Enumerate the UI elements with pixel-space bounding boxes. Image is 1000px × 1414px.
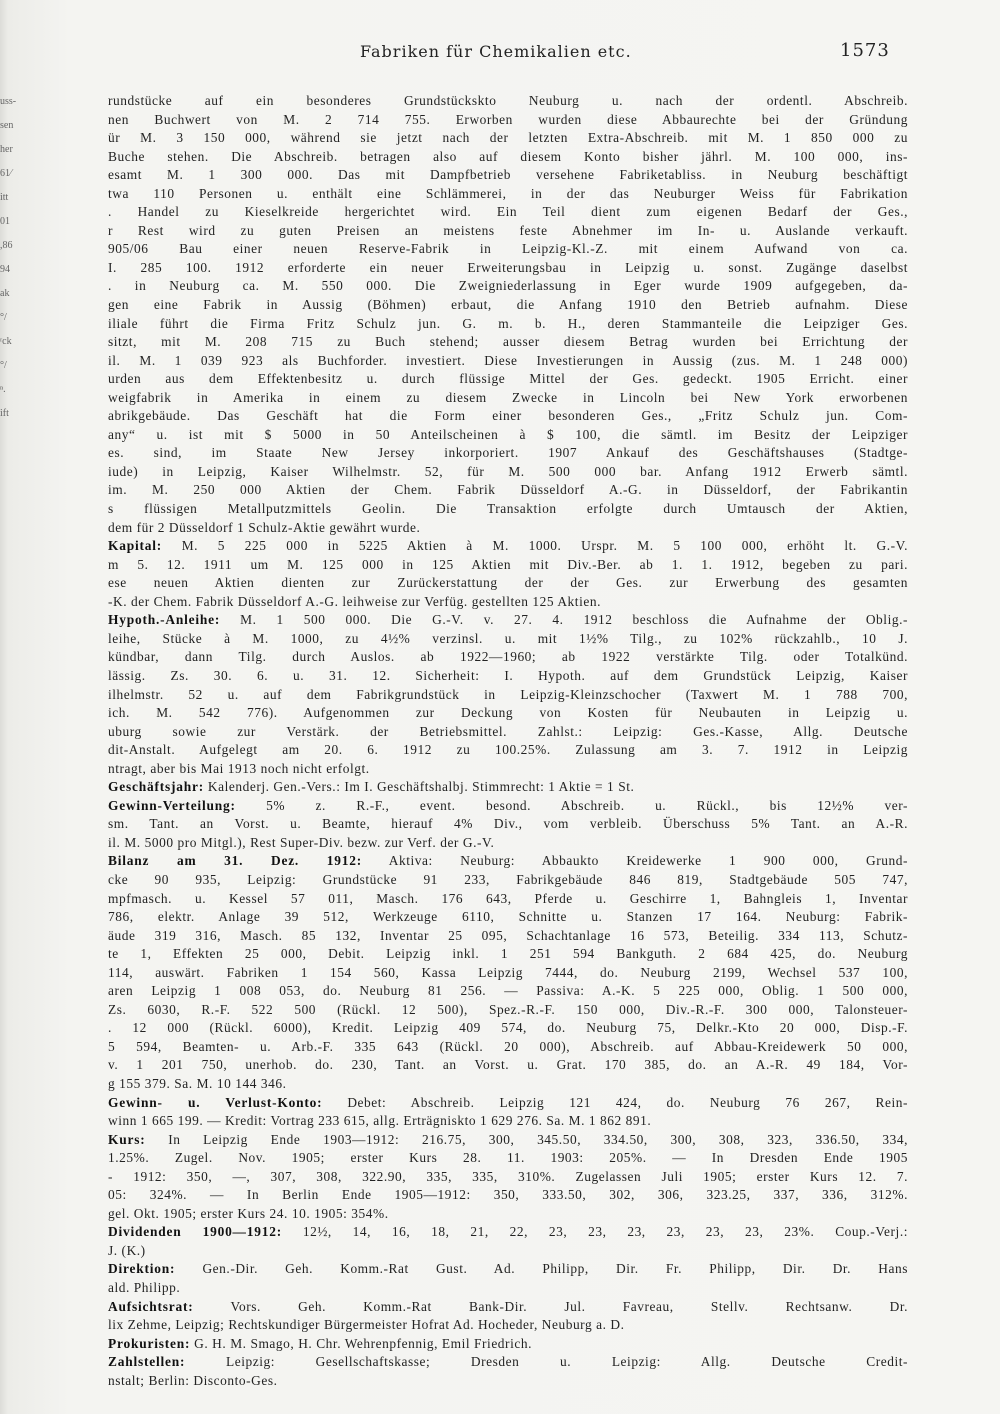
paragraph — [108, 537, 908, 611]
paragraph — [108, 1298, 908, 1335]
text-line — [108, 1353, 908, 1372]
margin-fragment: ⁿ. — [0, 384, 6, 395]
margin-fragment: °/ — [0, 312, 7, 323]
paragraph — [108, 852, 908, 1093]
margin-fragment: her — [0, 144, 13, 155]
text-line — [108, 852, 908, 871]
text-line: 114, auswärt. Fabriken 1 154 560, Kassa Leipzig 7444, do. Neuburg 2199, Wechsel 537 100, — [108, 964, 908, 980]
text-line — [108, 1131, 908, 1150]
text-line — [108, 778, 908, 797]
paragraph — [108, 778, 908, 797]
paragraph — [108, 611, 908, 778]
text-line: ich. M. 542 776). Aufgenommen zur Deckung von Kosten für Neubauten in Leipzig u. — [108, 705, 908, 721]
line-content: Aktiva: Neuburg: Abbaukto Kreidewerke 1 900 000, Grund- — [362, 853, 908, 869]
text-line: lässig. Zs. 30. 6. u. 31. 12. Sicherheit: I. Hypoth. auf dem Grundstück Leipzig, Kaiser — [108, 667, 908, 683]
text-line: v. 1 201 750, unerhob. do. 230, Tant. an Vorst. u. Grat. 170 385, do. an A.-R. 49 184, Vor- — [108, 1057, 908, 1073]
text-line: te 1, Effekten 25 000, Debit. Leipzig inkl. 1 251 594 Bankguth. 2 684 425, do. Neuburg — [108, 946, 908, 962]
text-line: gen eine Fabrik in Aussig (Böhmen) erbaut, die Anfang 1910 den Betrieb aufnahm. Diese — [108, 297, 908, 313]
margin-fragment: ʳck — [0, 336, 12, 347]
text-line: sm. Tant. an Vorst. u. Beamte, hierauf 4% Div., vom verbleib. Überschuss 5% Tant. an A.-R. — [108, 816, 908, 832]
text-line: . Handel zu Kieselkreide hergerichtet wird. Ein Teil dient zum eigenen Bedarf der Ges., — [108, 204, 908, 220]
text-line: s flüssigen Metallputzmittels Geolin. Die Transaktion erfolgte durch Umtausch der Aktien, — [108, 501, 908, 517]
text-line: m 5. 12. 1911 um M. 125 000 in 125 Aktien mit Div.-Ber. ab 1. 1. 1912, begeben zu pari. — [108, 556, 908, 572]
left-margin-bleed-through — [0, 90, 28, 750]
paragraph — [108, 1353, 908, 1390]
line-content: Vors. Geh. Komm.-Rat Bank-Dir. Jul. Favreau, Stellv. Rechtsanw. Dr. — [193, 1298, 908, 1314]
text-line: winn 1 665 199. — Kredit: Vortrag 233 615, allg. Erträgniskto 1 629 276. Sa. M. 1 862 891. — [108, 1113, 652, 1129]
text-line: rundstücke auf ein besonderes Grundstückskto Neuburg u. nach der ordentl. Abschreib. — [108, 93, 908, 108]
text-line: dem für 2 Düsseldorf 1 Schulz-Aktie gewährt wurde. — [108, 519, 421, 535]
text-line: . 12 000 (Rückl. 6000), Kredit. Leipzig 409 574, do. Neuburg 75, Delkr.-Kto 20 000, Disp.-F. — [108, 1020, 908, 1036]
section-label: Zahlstellen: — [108, 1354, 186, 1370]
text-line: Zs. 6030, R.-F. 522 500 (Rückl. 12 500), Spez.-R.-F. 150 000, Div.-R.-F. 300 000, Talonsteuer- — [108, 1001, 908, 1017]
text-line: twa 110 Personen u. enthält eine Schlämmerei, in der das Neuburger Weiss für Fabrikation — [108, 185, 908, 201]
text-line — [108, 797, 908, 816]
text-line: ür M. 3 150 000, während sie jetzt nach der letzten Extra-Abschreib. mit M. 1 850 000 zu — [108, 130, 908, 146]
text-line: g 155 379. Sa. M. 10 144 346. — [108, 1075, 287, 1091]
margin-fragment: ift — [0, 408, 9, 419]
margin-fragment: itt — [0, 192, 9, 203]
text-line: 1.25%. Zugel. Nov. 1905; erster Kurs 28. 11. 1903: 205%. — In Dresden Ende 1905 — [108, 1150, 908, 1166]
text-line: uburg sowie zur Verstärk. der Betriebsmittel. Zahlst.: Leipzig: Ges.-Kasse, Allg. Deutsche — [108, 723, 908, 739]
line-content: In Leipzig Ende 1903—1912: 216.75, 300, 345.50, 334.50, 300, 308, 323, 336.50, 334, — [145, 1131, 908, 1147]
text-line: . in Neuburg ca. M. 550 000. Die Zweigniederlassung in Eger wurde 1909 aufgegeben, da- — [108, 278, 908, 294]
text-line: 786, elektr. Anlage 39 512, Werkzeuge 6110, Schnitte u. Stanzen 17 164. Neuburg: Fabrik- — [108, 909, 908, 925]
text-line: esamt M. 1 300 000. Das mit Dampfbetrieb versehene Fabriketabliss. in Neuburg beschäftigt — [108, 167, 908, 183]
text-line: äude 319 316, Masch. 85 132, Inventar 25 095, Schachtanlage 16 573, Beteilig. 334 113, Schutz- — [108, 927, 908, 943]
margin-fragment: ak — [0, 288, 10, 299]
text-line: 05: 324%. — In Berlin Ende 1905—1912: 350, 333.50, 302, 306, 323.25, 337, 336, 312%. — [108, 1187, 908, 1203]
text-line: im. M. 250 000 Aktien der Chem. Fabrik Düsseldorf A.-G. in Düsseldorf, der Fabrikantin — [108, 482, 908, 498]
line-content: 12½, 14, 16, 18, 21, 22, 23, 23, 23, 23, 23, 23, 23%. Coup.-Verj.: — [282, 1224, 908, 1240]
paragraph — [108, 1335, 908, 1354]
text-line: I. 285 100. 1912 erforderte ein neuer Erweiterungsbau in Leipzig u. sonst. Zugänge daselbst — [108, 259, 908, 275]
text-line: r Rest wird zu guten Preisen an meistens feste Abnehmer im In- u. Auslande verkauft. — [108, 222, 908, 238]
paragraph — [108, 92, 908, 537]
section-label: Gewinn- u. Verlust-Konto: — [108, 1094, 323, 1110]
text-line — [108, 1335, 908, 1354]
margin-fragment: 61⁄ — [0, 168, 12, 179]
section-label: Kurs: — [108, 1131, 146, 1147]
text-line: nstalt; Berlin: Disconto-Ges. — [108, 1372, 278, 1388]
text-line: ese neuen Aktien dienten zur Zurückerstattung der der Ges. zur Erwerbung des gesamten — [108, 575, 908, 591]
text-line — [108, 1223, 908, 1242]
text-line: mpfmasch. u. Kessel 57 011, Masch. 176 643, Pferde u. Geschirre 1, Bahngleis 1, Inventar — [108, 890, 908, 906]
section-label: Hypoth.-Anleihe: — [108, 612, 221, 628]
text-line: lix Zehme, Leipzig; Rechtskundiger Bürgermeister Hofrat Ad. Hocheder, Neuburg a. D. — [108, 1317, 625, 1333]
margin-fragment: ,86 — [0, 240, 13, 251]
text-line: aren Leipzig 1 008 053, do. Neuburg 81 256. — Passiva: A.-K. 5 225 000, Oblig. 1 500 000, — [108, 983, 908, 999]
section-label: Aufsichtsrat: — [108, 1298, 194, 1314]
running-header-title: Fabriken für Chemikalien etc. — [360, 42, 632, 61]
line-content: M. 1 500 000. Die G.-V. v. 27. 4. 1912 beschloss die Aufnahme der Oblig.- — [220, 612, 908, 628]
text-line — [108, 1260, 908, 1279]
text-line: leihe, Stücke à M. 1000, zu 4½% verzinsl. u. mit 1½% Tilg., zu 102% rückzahlb., 10 J. — [108, 630, 908, 646]
paragraph — [108, 1094, 908, 1131]
text-line: 5 594, Beamten- u. Arb.-F. 335 643 (Rückl. 20 000), Abschreib. auf Abbau-Kreidewerk 50 000, — [108, 1038, 908, 1054]
section-label: Dividenden 1900—1912: — [108, 1224, 282, 1240]
text-line: 905/06 Bau einer neuen Reserve-Fabrik in Leipzig-Kl.-Z. mit einem Aufwand von ca. — [108, 241, 908, 257]
text-line: -K. der Chem. Fabrik Düsseldorf A.-G. leihweise zur Verfüg. gestellten 125 Aktien. — [108, 593, 601, 609]
text-line: ntragt, aber bis Mai 1913 noch nicht erfolgt. — [108, 760, 370, 776]
line-content: M. 5 225 000 in 5225 Aktien à M. 1000. Urspr. M. 5 100 000, erhöht lt. G.-V. — [162, 538, 908, 554]
text-line: cke 90 935, Leipzig: Grundstücke 91 233, Fabrikgebäude 846 819, Stadtgebäude 505 747, — [108, 871, 908, 887]
text-line: any“ u. ist mit $ 5000 in 50 Anteilscheinen à $ 100, die sämtl. im Besitz der Leipziger — [108, 426, 908, 442]
text-line: il. M. 5000 pro Mitgl.), Rest Super-Div. bezw. zur Verf. der G.-V. — [108, 834, 495, 850]
section-label: Gewinn-Verteilung: — [108, 797, 236, 813]
paragraph — [108, 1223, 908, 1260]
text-line — [108, 537, 908, 556]
line-content: Gen.-Dir. Geh. Komm.-Rat Gust. Ad. Philipp, Dir. Fr. Philipp, Dir. Dr. Hans — [175, 1261, 908, 1277]
margin-fragment: °/ — [0, 360, 7, 371]
section-label: Direktion: — [108, 1261, 176, 1277]
section-label: Kapital: — [108, 538, 163, 554]
margin-fragment: 94 — [0, 264, 10, 275]
text-line: dit-Anstalt. Aufgelegt am 20. 6. 1912 zu 100.25%. Zulassung am 3. 7. 1912 in Leipzig — [108, 742, 908, 758]
text-line: urden aus dem Effektenbesitz u. durch flüssige Mittel der Ges. gedeckt. 1905 Erricht. einer — [108, 371, 908, 387]
text-line: gel. Okt. 1905; erster Kurs 24. 10. 1905: 354%. — [108, 1205, 389, 1221]
line-content: 5% z. R.-F., event. besond. Abschreib. u. Rückl., bis 12½% ver- — [235, 797, 908, 813]
text-line: kündbar, dann Tilg. durch Auslos. ab 1922—1960; ab 1922 verstärkte Tilg. oder Totalkünd. — [108, 649, 908, 665]
text-line: weigfabrik in Amerika in einem zu diesem Zwecke in Lincoln bei New York erworbenen — [108, 389, 908, 405]
text-line — [108, 1094, 908, 1113]
line-content: Leipzig: Gesellschaftskasse; Dresden u. Leipzig: Allg. Deutsche Credit- — [185, 1354, 908, 1370]
company-report-text — [108, 92, 908, 1390]
paragraph — [108, 1131, 908, 1224]
section-label: Bilanz am 31. Dez. 1912: — [108, 853, 363, 869]
text-line: J. (K.) — [108, 1242, 146, 1258]
line-content: G. H. M. Smago, H. Chr. Wehrenpfennig, Emil Friedrich. — [190, 1335, 532, 1351]
text-line — [108, 611, 908, 630]
section-label: Geschäftsjahr: — [108, 779, 204, 795]
line-content: Debet: Abschreib. Leipzig 121 424, do. Neuburg 76 267, Rein- — [322, 1094, 908, 1110]
paragraph — [108, 797, 908, 853]
text-line: nen Buchwert von M. 2 714 755. Erworben wurden diese Abbaurechte bei der Gründung — [108, 111, 908, 127]
text-line: ald. Philipp. — [108, 1280, 181, 1295]
text-line — [108, 1298, 908, 1317]
text-line: es. sind, im Staate New Jersey inkorporiert. 1907 Ankauf des Geschäftshauses (Stadtge- — [108, 445, 908, 461]
text-line: iude) in Leipzig, Kaiser Wilhelmstr. 52, für M. 500 000 bar. Anfang 1912 Erwerb sämtl. — [108, 463, 908, 479]
text-line: abrikgebäude. Das Geschäft hat die Form einer besonderen Ges., „Fritz Schulz jun. Com- — [108, 408, 908, 424]
text-line: iliale führt die Firma Fritz Schulz jun. G. m. b. H., deren Stammanteile die Leipziger Ges. — [108, 315, 908, 331]
margin-fragment: sen — [0, 120, 14, 131]
text-line: Buche stehen. Die Abschreib. betragen also auf diesem Konto bisher jährl. M. 100 000, ins- — [108, 148, 908, 164]
paragraph — [108, 1260, 908, 1297]
margin-fragment: 01 — [0, 216, 10, 227]
text-line: - 1912: 350, —, 307, 308, 322.90, 335, 335, 310%. Zugelassen Juli 1905; erster Kurs 12. 7. — [108, 1168, 908, 1184]
text-line: il. M. 1 039 923 als Buchforder. investiert. Diese Investierungen in Aussig (zus. M. 1 248 000) — [108, 352, 908, 368]
text-line: ilhelmstr. 52 u. auf dem Fabrikgrundstück in Leipzig-Kleinzschocher (Taxwert M. 1 788 700, — [108, 686, 908, 702]
section-label: Prokuristen: — [108, 1335, 191, 1351]
line-content: Kalenderj. Gen.-Vers.: Im I. Geschäftshalbj. Stimmrecht: 1 Aktie = 1 St. — [204, 779, 635, 795]
margin-fragment: uss- — [0, 96, 17, 107]
text-line: sitzt, mit M. 208 715 zu Buch stehend; ausser diesem Betrag wurden bei Errichtung der — [108, 334, 908, 350]
page-number: 1573 — [840, 40, 890, 61]
